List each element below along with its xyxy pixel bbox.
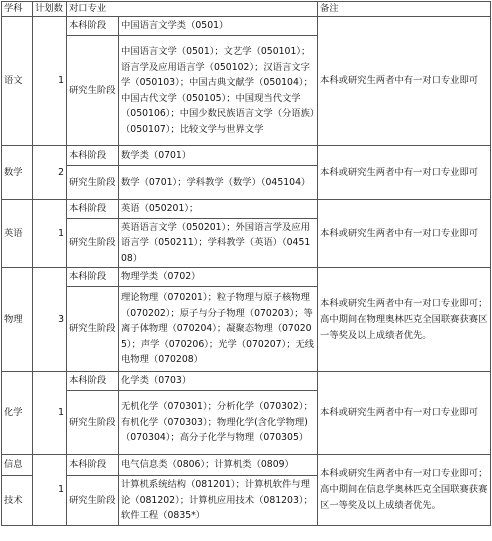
table-row — [2, 146, 491, 166]
table-row — [2, 372, 491, 391]
note-cell: 本科或研究生两者中有一对口专业即可 — [318, 200, 491, 268]
note-cell: 本科或研究生两者中有一对口专业即可；高中期间在信息学奥林匹克全国联赛获赛区一等奖及以上成绩者优先。 — [318, 455, 491, 526]
plan-count-cell: 2 — [33, 146, 67, 200]
stage-cell: 本科阶段 — [67, 200, 119, 219]
major-cell: 英语（050201）； — [119, 200, 318, 219]
major-cell: 无机化学（070301）；分析化学（070302）；有机化学（070303）；物理化学(含化学物理)（070304）；高分子化学与物理（070305） — [119, 391, 318, 455]
stage-cell: 本科阶段 — [67, 17, 119, 36]
stage-cell: 研究生阶段 — [67, 36, 119, 146]
header-plan-count: 计划数 — [33, 2, 67, 17]
stage-cell: 研究生阶段 — [67, 391, 119, 455]
header-matching-major: 对口专业 — [67, 2, 318, 17]
note-cell: 本科或研究生两者中有一对口专业即可 — [318, 17, 491, 146]
plan-count-cell: 1 — [33, 372, 67, 455]
major-cell: 化学类（0703） — [119, 372, 318, 391]
stage-cell: 本科阶段 — [67, 455, 119, 476]
subject-cell: 语文 — [2, 17, 33, 146]
major-cell: 物理学类（0702） — [119, 268, 318, 287]
stage-cell: 研究生阶段 — [67, 287, 119, 372]
stage-cell: 本科阶段 — [67, 372, 119, 391]
major-cell: 电气信息类（0806）；计算机类（0809） — [119, 455, 318, 476]
major-cell: 数学类（0701） — [119, 146, 318, 166]
stage-cell: 研究生阶段 — [67, 166, 119, 200]
subject-cell: 物理 — [2, 268, 33, 372]
stage-cell: 研究生阶段 — [67, 219, 119, 268]
major-cell: 理论物理（070201）；粒子物理与原子核物理（070202）；原子与分子物理（070203）；等离子体物理（070204）；凝聚态物理（070205）；声学（070206）；光学（070207）；无线电物理（070208） — [119, 287, 318, 372]
subject-cell: 信息 — [2, 455, 33, 476]
header-subject: 学科 — [2, 2, 33, 17]
note-cell: 本科或研究生两者中有一对口专业即可 — [318, 372, 491, 455]
stage-cell: 本科阶段 — [67, 268, 119, 287]
subject-cell: 化学 — [2, 372, 33, 455]
major-cell: 英语语言文学（050201）；外国语言学及应用语言学（050211）；学科教学（英语）（045108） — [119, 219, 318, 268]
plan-count-cell: 1 — [33, 200, 67, 268]
major-cell: 计算机系统结构（081201）；计算机软件与理论（081202）；计算机应用技术（081203）；软件工程（0835*） — [119, 476, 318, 526]
plan-count-cell: 1 — [33, 455, 67, 526]
plan-count-cell: 3 — [33, 268, 67, 372]
table-row — [2, 17, 491, 36]
recruitment-plan-table — [1, 1, 491, 526]
subject-cell: 技术 — [2, 476, 33, 526]
stage-cell: 研究生阶段 — [67, 476, 119, 526]
stage-cell: 本科阶段 — [67, 146, 119, 166]
plan-count-cell: 1 — [33, 17, 67, 146]
subject-cell: 数学 — [2, 146, 33, 200]
note-cell: 本科或研究生两者中有一对口专业即可 — [318, 146, 491, 200]
header-remarks: 备注 — [318, 2, 491, 17]
table-row — [2, 200, 491, 219]
table-row — [2, 268, 491, 287]
table-header-row — [2, 2, 491, 17]
note-cell: 本科或研究生两者中有一对口专业即可；高中期间在物理奥林匹克全国联赛获赛区一等奖及以上成绩者优先。 — [318, 268, 491, 372]
subject-cell: 英语 — [2, 200, 33, 268]
table-row — [2, 455, 491, 476]
major-cell: 数学（0701）；学科教学（数学）（045104） — [119, 166, 318, 200]
major-cell: 中国语言文学（0501）；文艺学（050101）；语言学及应用语言学（050102）；汉语言文字学（050103）；中国古典文献学（050104）；中国古代文学（050105）；中国现当代文学（050106）；中国少数民族语言文学（分语族）（050107）；比较文学与世界文学 — [119, 36, 318, 146]
major-cell: 中国语言文学类（0501） — [119, 17, 318, 36]
